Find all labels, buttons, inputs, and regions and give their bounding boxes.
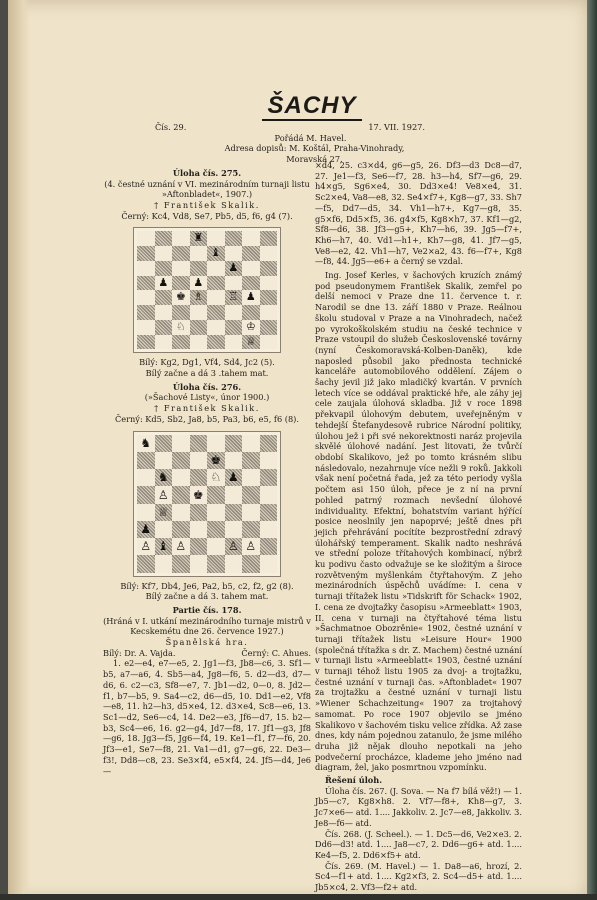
- board-square: [190, 538, 208, 555]
- board-square: [225, 555, 243, 572]
- chess-piece: ♝: [210, 246, 221, 260]
- chess-piece: ♔: [245, 319, 256, 333]
- chess-piece: ♚: [210, 453, 222, 468]
- chess-piece: ♞: [157, 470, 169, 485]
- board-square: [137, 538, 155, 555]
- board-square: [155, 486, 173, 503]
- board-square: [137, 261, 155, 276]
- board-square: [260, 504, 278, 521]
- board-square: [155, 452, 173, 469]
- board-square: [207, 320, 225, 335]
- board-square: [260, 261, 278, 276]
- board-square: [155, 261, 173, 276]
- board-square: [172, 555, 190, 572]
- editor-line: Pořádá M. Havel.: [274, 132, 347, 143]
- board-square: [260, 335, 278, 350]
- chess-piece: ♚: [192, 487, 204, 502]
- game178-event: (Hráná v I. utkání mezinárodního turnaje mistrů v Kecskemétu dne 26. července 1927.): [103, 615, 311, 637]
- board-square: [190, 452, 208, 469]
- problem275-task: Bílý začne a dá 3 .tahem mat.: [145, 368, 269, 379]
- problem276-author: † František Skalik.: [154, 403, 260, 414]
- issue-line: [103, 122, 425, 133]
- chess-piece: ♟: [158, 275, 169, 289]
- board-square: [260, 469, 278, 486]
- game178-opening: Španělská hra.: [165, 637, 249, 648]
- board-square: [260, 276, 278, 291]
- board-square: [155, 320, 173, 335]
- board-square: [207, 521, 225, 538]
- board-square: [225, 486, 243, 503]
- board-square: [190, 521, 208, 538]
- book-cover-edge: [587, 0, 597, 900]
- board-square: [172, 276, 190, 291]
- board-square: [207, 504, 225, 521]
- chess-board-grid: [137, 435, 277, 573]
- chess-piece: ♟: [228, 260, 239, 274]
- board-square: [190, 504, 208, 521]
- problem275-black: Černý: Kc4, Vd8, Se7, Pb5, d5, f6, g4 (7).: [121, 210, 293, 221]
- solutions-heading: [315, 775, 522, 786]
- board-square: [137, 435, 155, 452]
- chess-board-grid: [137, 231, 277, 349]
- board-square: [207, 452, 225, 469]
- board-square: [207, 469, 225, 486]
- board-square: [155, 290, 173, 305]
- right-column: [315, 160, 522, 893]
- board-square: [207, 435, 225, 452]
- board-square: [207, 246, 225, 261]
- problem275-white: Bílý: Kg2, Dg1, Vf4, Sd4, Jc2 (5).: [139, 357, 275, 368]
- game178-players: [103, 648, 311, 659]
- page-bottom-edge: [0, 894, 597, 900]
- board-square: [172, 486, 190, 503]
- board-square: [137, 305, 155, 320]
- chess-piece: ♙: [227, 539, 239, 554]
- board-square: [190, 290, 208, 305]
- board-square: [207, 231, 225, 246]
- board-square: [137, 469, 155, 486]
- board-square: [225, 521, 243, 538]
- board-square: [137, 231, 155, 246]
- board-square: [242, 538, 260, 555]
- board-square: [260, 246, 278, 261]
- board-square: [260, 320, 278, 335]
- board-square: [242, 521, 260, 538]
- board-square: [172, 290, 190, 305]
- board-square: [190, 305, 208, 320]
- solution-269: Čís. 269. (M. Havel.) — 1. Da8—a6, hrozí, 2. Sc4—f1+ atd. 1.... Kg2×f3, 2. Sc4—d5+ atd. 1.... Jb5×c4, 2. Vf3—f2+ atd.: [315, 860, 522, 893]
- obituary-text: Ing. Josef Kerles, v šachových kruzích známý pod pseudonymem František Skalik, zemřel po delší nemoci v Praze dne 11. července t. r. Narodil se dne 13. září 1880 v Praze. Reálnou školu studoval v Praze a na Vinohradech, načež po vyrokoškolském studiu na české technice v Praze vstoupil do služeb Československé továrny (nyní Českomoravská-Kolben-Daněk), kde naposled působil jako přednosta technické kanceláře automobilového oddělení. Zájem o šachy jevil již jako mladičký kvartán. V prvních letech více se oddával praktické hře, ale záhy jej cele zaujala úlohová skladba. Již v roce 1898 překvapil úlohovým debutem, uveřejněným v tehdejší Štefanydesově rubrice Národní politiky, úlohou jež i při své nekorektnosti naráz projevila skvělé úlohové nadání. Jest litovati, že tvůrčí období Skalikovo, jež po tomto krásném slibu následovalo, nezahrnuje více nežli 9 roků. Jakkoli však není početná řada, jež za této periody vyšla počtem asi 150 úloh, přece je z ní na první pohled patrný rozmach nevšední úlohové individuality. Efektní, bohatstvím variant hýřící posice neoslnily jen napoprvé; ještě dnes při jejich přehrávání pocítíte bezprostřední zdravý úlohářský temperament. Skalik nadto neshrává ve střední poloze třítahových kombinací, nýbrž ku podivu často odvažuje se ke složitým a široce rozvětveným myšlenkám čtyřtahovým. Z jeho mezinárodních úspěchů uvádíme: I. cena v turnaji třítažek listu »Tidskrift för Schack« 1902, I. cena ze dvojtažky časopisu »Armeeblatt« 1903, II. cena v turnaji na čtyřtahové téma listu »Šachmatnoe Obozrěnie« 1902, čestné uznání v turnaji třítažek listu »Leisure Hour« 1900 (společná třítažka s dr. Z. Machem) čestné uznání v turnaji listu »Armeeblatt« 1903, čestné uznání v turnaji téhož listu 1905 za dvoj- a trojtažku, čestné uznání v turnaji čas. »Aftonbladet« 1907 za trojtažku a čestné uznání v turnaji listu »Wiener Schachzeitung« 1907 za trojtahový samomat. Po roce 1907 objevilo se jméno Skalikovo v šachovém tisku velice zřídka. Až zase dnes, kdy nám pojednou zatanulo, že jsme milého druha již nějak dlouho nepotkali na jeho podvečerní procházce, klademe jeho jméno nad diagram, žel, jako posmrtnou vzpomínku.: [315, 270, 522, 773]
- board-square: [172, 452, 190, 469]
- board-square: [137, 290, 155, 305]
- board-square: [242, 261, 260, 276]
- board-square: [225, 305, 243, 320]
- board-square: [225, 504, 243, 521]
- board-square: [260, 555, 278, 572]
- board-square: [137, 276, 155, 291]
- chess-piece: ♜: [193, 231, 204, 245]
- board-square: [172, 521, 190, 538]
- board-square: [190, 261, 208, 276]
- problem275-title: Úloha čís. 275.: [172, 167, 242, 178]
- chess-piece: ♙: [245, 539, 257, 554]
- board-square: [190, 435, 208, 452]
- board-square: [172, 246, 190, 261]
- board-square: [137, 452, 155, 469]
- problem276-task: Bílý začne a dá 3. tahem mat.: [145, 591, 269, 602]
- board-square: [172, 435, 190, 452]
- board-square: [137, 521, 155, 538]
- board-square: [207, 290, 225, 305]
- board-square: [190, 469, 208, 486]
- board-square: [225, 290, 243, 305]
- board-square: [137, 320, 155, 335]
- board-square: [242, 452, 260, 469]
- board-square: [260, 486, 278, 503]
- address-line: Adresa dopisů: M. Koštál, Praha-Vinohrady, Moravská 27.: [224, 143, 405, 165]
- board-square: [242, 504, 260, 521]
- solution-267: Úloha čís. 267. (J. Sova. — Na f7 bílá věž!) — 1. Jb5—c7, Kg8×h8. 2. Vf7—f8+, Kh8—g7, 3. Jc7×e6— atd. 1.... Jakkoliv. 2. Jc7—e8, Jakkoliv. 3. Je8—f6— atd.: [315, 785, 522, 828]
- board-square: [172, 261, 190, 276]
- board-square: [155, 231, 173, 246]
- white-player: Bílý: Dr. A. Vajda.: [103, 647, 176, 658]
- board-square: [155, 469, 173, 486]
- board-square: [225, 276, 243, 291]
- board-square: [155, 246, 173, 261]
- problem275-award: (4. čestné uznání v VI. mezinárodním turnaji listu »Aftonbladet«, 1907.): [104, 178, 310, 200]
- problem276-white: Bílý: Kf7, Db4, Je6, Pa2, b5, c2, f2, g2 (8).: [120, 580, 294, 591]
- chess-piece: ♕: [245, 334, 256, 348]
- board-square: [242, 246, 260, 261]
- board-square: [190, 320, 208, 335]
- board-square: [155, 504, 173, 521]
- board-square: [155, 335, 173, 350]
- issue-date: 17. VII. 1927.: [368, 122, 425, 132]
- board-square: [225, 469, 243, 486]
- problem276-black: Černý: Kd5, Sb2, Ja8, b5, Pa3, b6, e5, f6 (8).: [115, 413, 299, 424]
- board-square: [137, 335, 155, 350]
- page-spine-shadow: [8, 0, 30, 900]
- board-square: [207, 538, 225, 555]
- board-square: [242, 335, 260, 350]
- chess-piece: ♟: [140, 522, 152, 537]
- board-square: [155, 276, 173, 291]
- chess-diagram-276: [133, 431, 281, 577]
- board-square: [190, 555, 208, 572]
- board-square: [260, 231, 278, 246]
- chess-piece: ♙: [175, 539, 187, 554]
- board-square: [207, 335, 225, 350]
- board-square: [207, 305, 225, 320]
- game178-moves-continued: ×d4, 25. c3×d4, g6—g5, 26. Df3—d3 Dc8—d7, 27. Je1—f3, Se6—f7, 28. h3—h4, Sf7—g6, 29. h4×g5, Sg6×e4, 30. Dd3×e4! Ve8×e4, 31. Sc2×e4, Va8—e8, 32. Se4×f7+, Kg8—g7, 33. Sh7—f5, Dd7—d5, 34. Vh1—h7+, Kg7—g8, 35. g5×f6, Dd5×f5, 36. g4×f5, Kg8×h7, 37. Kf1—g2, Sf8—d6, 38. Jf3—g5+, Kh7—h6, 39. Jg5—f7+, Kh6—h7, 40. Vd1—h1+, Kh7—g8, 41. Jf7—g5, Ve8—e2, 42. Vh1—h7, Ve2×a2, 43. f6—f7+, Kg8—f8, 44. Jg5—e6+ a černý se vzdal.: [315, 160, 522, 267]
- board-square: [207, 276, 225, 291]
- board-square: [260, 290, 278, 305]
- board-square: [155, 555, 173, 572]
- chess-piece: ♚: [175, 290, 186, 304]
- solution-268: Čís. 268. (J. Scheel.). — 1. Dc5—d6, Ve2×e3. 2. Dd6—d3! atd. 1.... Ja8—c7, 2. Dd6—g6+ atd. 1.... Ke4—f5, 2. Dd6×f5+ atd.: [315, 828, 522, 860]
- board-square: [225, 231, 243, 246]
- board-square: [172, 320, 190, 335]
- board-square: [260, 435, 278, 452]
- chess-piece: ♘: [210, 470, 222, 485]
- chess-piece: ♟: [193, 275, 204, 289]
- board-square: [260, 521, 278, 538]
- board-square: [225, 320, 243, 335]
- board-square: [242, 469, 260, 486]
- board-square: [260, 538, 278, 555]
- board-square: [137, 555, 155, 572]
- board-square: [225, 435, 243, 452]
- board-square: [242, 290, 260, 305]
- chess-piece: ♟: [245, 290, 256, 304]
- board-square: [190, 335, 208, 350]
- board-square: [190, 231, 208, 246]
- board-square: [242, 555, 260, 572]
- board-square: [137, 504, 155, 521]
- board-square: [242, 305, 260, 320]
- board-square: [155, 538, 173, 555]
- board-square: [242, 320, 260, 335]
- game178-title: Partie čís. 178.: [172, 604, 242, 615]
- chess-piece: ♘: [175, 319, 186, 333]
- board-square: [190, 486, 208, 503]
- chess-piece: ♖: [228, 290, 239, 304]
- board-square: [172, 231, 190, 246]
- board-square: [137, 246, 155, 261]
- board-square: [190, 246, 208, 261]
- board-square: [242, 231, 260, 246]
- game178-moves: 1. e2—e4, e7—e5, 2. Jg1—f3, Jb8—c6, 3. Sf1—b5, a7—a6, 4. Sb5—a4, Jg8—f6, 5. d2—d3, d7—d6, 6. c2—c3, Sf8—e7, 7. Jb1—d2, 0—0, 8. Jd2—f1, b7—b5, 9. Sa4—c2, d6—d5, 10. Dd1—e2, Vf8—e8, 11. h2—h3, d5×e4, 12. d3×e4, Sc8—e6, 13. Sc1—d2, Se6—c4, 14. De2—e3, Jf6—d7, 15. b2—b3, Sc4—e6, 16. g2—g4, Jd7—f8, 17. Jf1—g3, Jf8—g6, 18. Jg3—f5, Jg6—f4, 19. Ke1—f1, f7—f6, 20. Jf3—e1, Se7—f8, 21. Va1—d1, g7—g6, 22. De3—f3!, Dd8—c8, 23. Se3×f4, e5×f4, 24. Jf5—d4, Je6—: [103, 658, 311, 776]
- chess-piece: ♞: [140, 435, 152, 450]
- board-square: [155, 305, 173, 320]
- board-square: [155, 521, 173, 538]
- chess-piece: ♕: [157, 504, 169, 519]
- problem275-author: † František Skalik.: [154, 199, 260, 210]
- board-square: [242, 276, 260, 291]
- chess-piece: ♙: [140, 539, 152, 554]
- board-square: [172, 305, 190, 320]
- board-square: [225, 538, 243, 555]
- board-square: [172, 335, 190, 350]
- black-player: Černý: C. Ahues.: [241, 647, 311, 658]
- board-square: [260, 305, 278, 320]
- board-square: [225, 335, 243, 350]
- issue-number: Čís. 29.: [155, 122, 187, 132]
- board-square: [172, 504, 190, 521]
- board-square: [155, 435, 173, 452]
- problem276-title: Úloha čís. 276.: [172, 381, 242, 392]
- solutions-title: Řešení úloh.: [325, 775, 383, 786]
- board-square: [137, 486, 155, 503]
- board-square: [260, 452, 278, 469]
- board-square: [225, 452, 243, 469]
- chess-piece: ♟: [227, 470, 239, 485]
- board-square: [225, 261, 243, 276]
- board-square: [207, 486, 225, 503]
- chess-diagram-275: [133, 227, 281, 353]
- board-square: [225, 246, 243, 261]
- board-square: [172, 469, 190, 486]
- chess-piece: ♙: [157, 487, 169, 502]
- board-square: [242, 435, 260, 452]
- board-square: [207, 555, 225, 572]
- board-square: [172, 538, 190, 555]
- board-square: [242, 486, 260, 503]
- board-square: [190, 276, 208, 291]
- chess-piece: ♝: [157, 539, 169, 554]
- chess-piece: ♗: [193, 290, 204, 304]
- problem276-source: (»Šachové Listy«, únor 1900.): [144, 392, 270, 403]
- page-title: ŠACHY: [262, 93, 362, 121]
- board-square: [207, 261, 225, 276]
